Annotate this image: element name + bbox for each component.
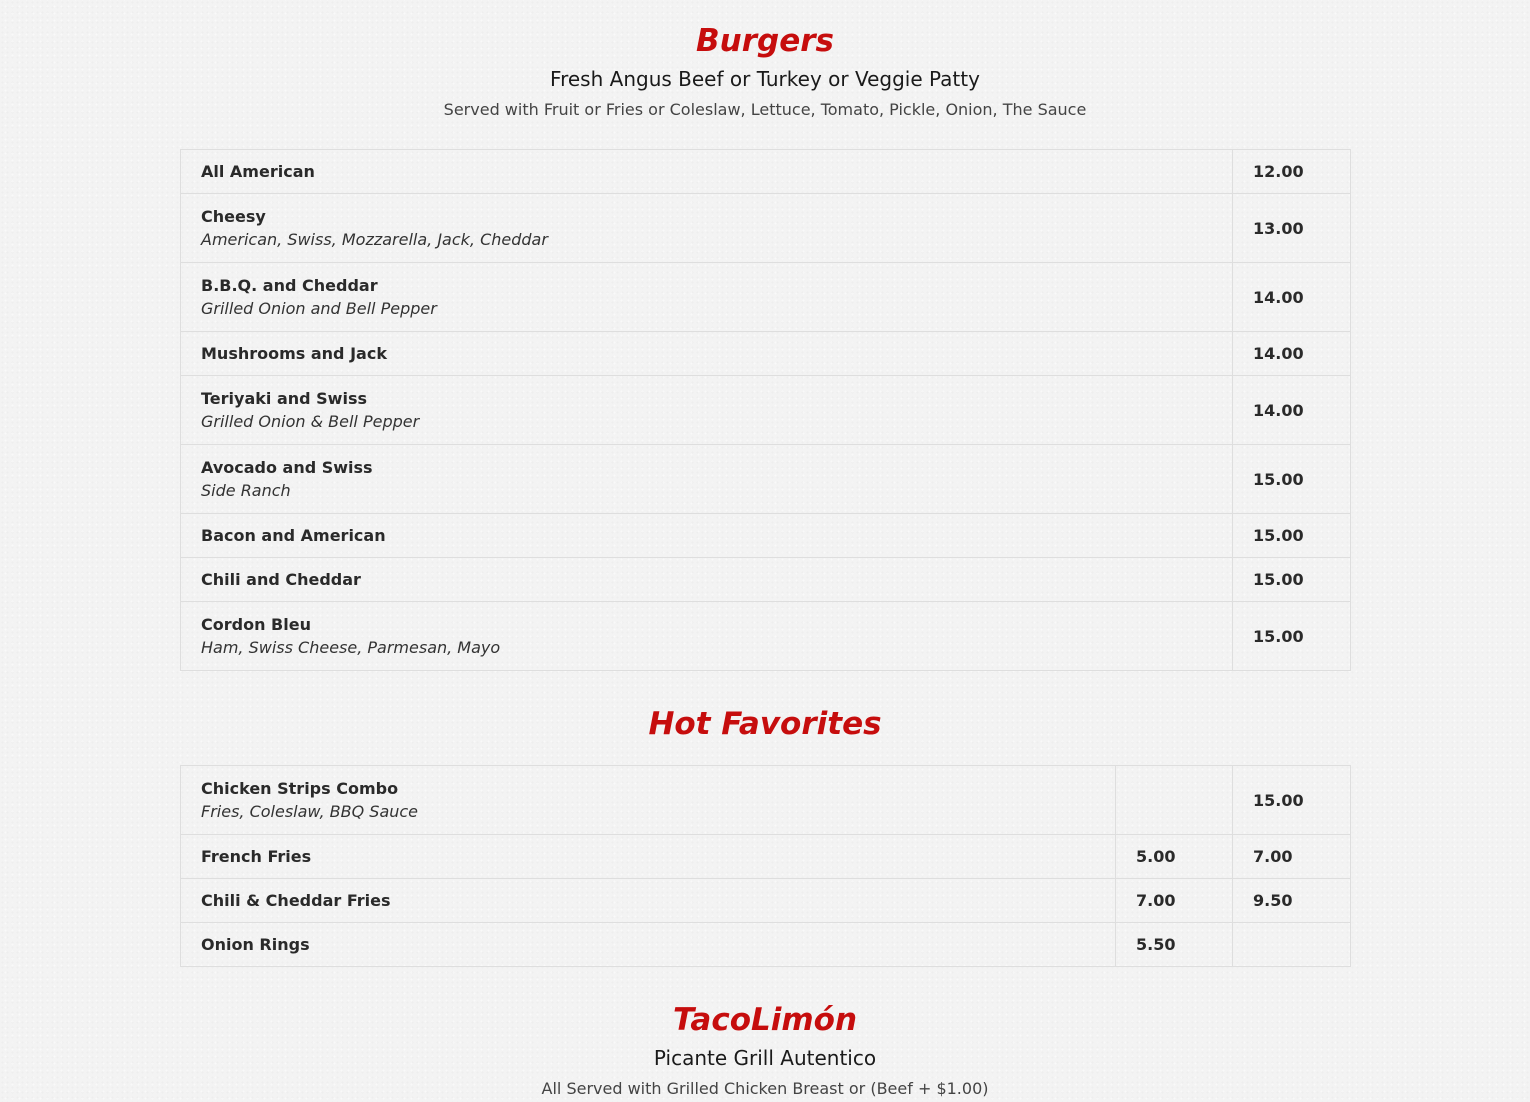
item-name: Bacon and American (201, 526, 386, 545)
item-name: B.B.Q. and Cheddar (201, 276, 378, 295)
item-cell (181, 879, 1116, 923)
item-cell (181, 558, 1233, 602)
item-price: 15.00 (1233, 602, 1351, 671)
tacolimon-subtitle: Picante Grill Autentico (653, 1046, 877, 1070)
item-cell (181, 766, 1116, 835)
item-price-small: 7.00 (1116, 879, 1233, 923)
item-price-small: 5.50 (1116, 923, 1233, 967)
item-cell (181, 194, 1233, 263)
item-cell (181, 376, 1233, 445)
item-name: Chili & Cheddar Fries (201, 891, 391, 910)
item-name: Cordon Bleu (201, 615, 311, 634)
table-row (181, 923, 1351, 967)
item-name: Mushrooms and Jack (201, 344, 387, 363)
table-row (181, 150, 1351, 194)
item-price: 14.00 (1233, 263, 1351, 332)
item-price: 12.00 (1233, 150, 1351, 194)
table-row (181, 602, 1351, 671)
hot-favorites-title: Hot Favorites (648, 706, 882, 742)
item-price-large (1233, 923, 1351, 967)
item-price-large: 15.00 (1233, 766, 1351, 835)
item-name: All American (201, 162, 315, 181)
item-price: 15.00 (1233, 514, 1351, 558)
item-price: 15.00 (1233, 558, 1351, 602)
item-name: French Fries (201, 847, 312, 866)
burgers-table (180, 149, 1351, 671)
item-cell (181, 445, 1233, 514)
item-cell (181, 514, 1233, 558)
table-row (181, 879, 1351, 923)
item-name: Chicken Strips Combo (201, 779, 399, 798)
item-cell (181, 602, 1233, 671)
item-name: Avocado and Swiss (201, 458, 373, 477)
tacolimon-title: TacoLimón (672, 1002, 858, 1038)
burgers-subtitle: Fresh Angus Beef or Turkey or Veggie Patty (550, 67, 980, 91)
item-name: Chili and Cheddar (201, 570, 361, 589)
item-cell (181, 263, 1233, 332)
item-price: 14.00 (1233, 332, 1351, 376)
table-row (181, 376, 1351, 445)
item-price: 15.00 (1233, 445, 1351, 514)
item-name: Cheesy (201, 207, 266, 226)
table-row (181, 766, 1351, 835)
item-name: Teriyaki and Swiss (201, 389, 367, 408)
burgers-note: Served with Fruit or Fries or Coleslaw, Lettuce, Tomato, Pickle, Onion, The Sauce (443, 100, 1087, 119)
table-row (181, 263, 1351, 332)
item-price: 13.00 (1233, 194, 1351, 263)
item-price-large: 7.00 (1233, 835, 1351, 879)
item-price-small (1116, 766, 1233, 835)
tacolimon-note: All Served with Grilled Chicken Breast or (Beef + $1.00) (541, 1079, 989, 1098)
item-description: Ham, Swiss Cheese, Parmesan, Mayo (201, 638, 501, 657)
item-description: American, Swiss, Mozzarella, Jack, Cheddar (201, 230, 548, 249)
item-cell (181, 923, 1116, 967)
item-price-large: 9.50 (1233, 879, 1351, 923)
item-description: Fries, Coleslaw, BBQ Sauce (201, 802, 419, 821)
table-row (181, 332, 1351, 376)
item-cell (181, 150, 1233, 194)
item-description: Grilled Onion & Bell Pepper (201, 412, 420, 431)
table-row (181, 514, 1351, 558)
item-cell (181, 332, 1233, 376)
item-description: Grilled Onion and Bell Pepper (201, 299, 437, 318)
item-cell (181, 835, 1116, 879)
table-row (181, 835, 1351, 879)
item-price-small: 5.00 (1116, 835, 1233, 879)
hot-favorites-table (180, 765, 1351, 967)
item-name: Onion Rings (201, 935, 310, 954)
table-row (181, 558, 1351, 602)
burgers-title: Burgers (696, 23, 834, 59)
item-description: Side Ranch (201, 481, 291, 500)
item-price: 14.00 (1233, 376, 1351, 445)
table-row (181, 194, 1351, 263)
table-row (181, 445, 1351, 514)
